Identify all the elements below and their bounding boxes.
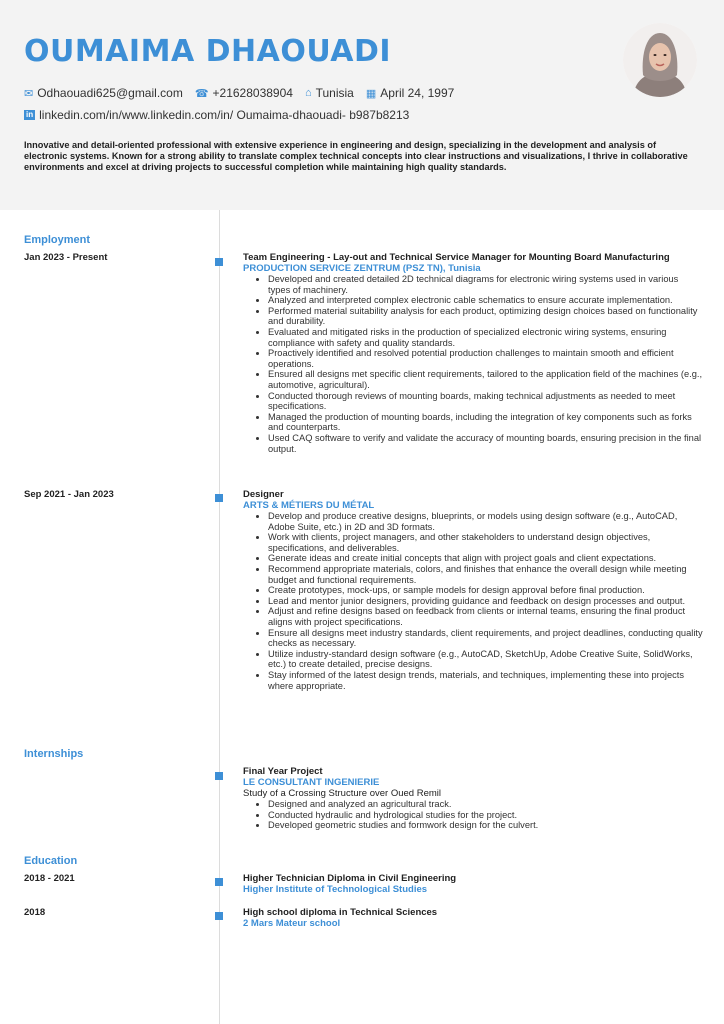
list-item: • Work with clients, project managers, and other stakeholders to understand design objectives, specifications, and deliverables. <box>268 532 703 553</box>
linkedin-link[interactable]: linkedin.com/in/www.linkedin.com/in/ Oumaima-dhaouadi- b987b8213 <box>39 108 410 122</box>
list-item: • Conducted thorough reviews of mounting boards, making technical adjustments as needed to meet specifications. <box>268 391 703 412</box>
list-item: • Conducted hydraulic and hydrological studies for the project. <box>268 810 703 821</box>
edu2-school: 2 Mars Mateur school <box>243 918 341 929</box>
phone: +21628038904 <box>212 86 293 100</box>
list-item: • Ensure all designs meet industry standards, client requirements, and project deadlines, conducting quality checks as necessary. <box>268 628 703 649</box>
edu1-date: 2018 - 2021 <box>24 873 75 884</box>
birthdate: April 24, 1997 <box>380 86 455 100</box>
internship-role: Final Year Project <box>243 766 323 777</box>
employment-heading: Employment <box>24 234 91 246</box>
list-item: • Proactively identified and resolved potential production challenges to maintain smooth and efficient operations. <box>268 348 703 369</box>
list-item: • Evaluated and mitigated risks in the production of specialized electronic wiring systems, ensuring compliance with safety and quality standards. <box>268 327 703 348</box>
list-item: • Designed and analyzed an agricultural track. <box>268 799 703 810</box>
internship-description: Study of a Crossing Structure over Oued Remil <box>243 788 442 799</box>
job2-bullets <box>243 511 703 691</box>
list-item: • Managed the production of mounting boards, including the integration of key components such as forks and counterparts. <box>268 412 703 433</box>
phone-icon: ☎ <box>194 87 209 100</box>
edu2-entry <box>243 907 703 929</box>
internship-bullets <box>243 799 703 831</box>
job1-role: Team Engineering - Lay-out and Technical Service Manager for Mounting Board Manufacturing <box>243 252 670 263</box>
edu1-marker <box>215 878 223 886</box>
list-item: • Develop and produce creative designs, blueprints, or models using design software (e.g., AutoCAD, Adobe Suite, etc.) in 2D and 3D formats. <box>268 511 703 532</box>
job1-org: PRODUCTION SERVICE ZENTRUM (PSZ TN), Tunisia <box>243 263 481 274</box>
job2-date: Sep 2021 - Jan 2023 <box>24 489 114 500</box>
profile-photo <box>623 23 697 97</box>
list-item: • Developed and created detailed 2D technical diagrams for electronic wiring systems used in various types of machinery. <box>268 274 703 295</box>
list-item: • Used CAQ software to verify and validate the accuracy of mounting boards, ensuring precision in the final output. <box>268 433 703 454</box>
profile-summary: Innovative and detail-oriented professional with extensive experience in engineering and design, specializing in the development and analysis of electronic systems. Known for a strong ability to translate complex technical concepts into clear instructions and visualizations, I thrive in collaborative environments and excel at driving projects to successful completion while maintaining high quality standards. <box>24 140 688 173</box>
edu1-degree: Higher Technician Diploma in Civil Engineering <box>243 873 457 884</box>
education-heading: Education <box>24 855 78 867</box>
job1-bullets <box>243 274 703 454</box>
contact-row <box>24 86 466 100</box>
linkedin-row[interactable] <box>24 108 409 122</box>
birthdate-item <box>366 86 454 100</box>
list-item: • Stay informed of the latest design trends, materials, and techniques, implementing these into projects where appropriate. <box>268 670 703 691</box>
location-item <box>305 86 354 100</box>
timeline-divider <box>219 210 220 1024</box>
list-item: • Performed material suitability analysis for each product, optimizing design choices based on functionality and durability. <box>268 306 703 327</box>
edu2-marker <box>215 912 223 920</box>
internship-entry <box>243 766 703 831</box>
mail-icon: ✉ <box>24 87 34 100</box>
internship-org: LE CONSULTANT INGENIERIE <box>243 777 380 788</box>
calendar-icon: ▦ <box>365 87 377 100</box>
location: Tunisia <box>315 86 354 100</box>
list-item: • Create prototypes, mock-ups, or sample models for design approval before final production. <box>268 585 703 596</box>
list-item: • Developed geometric studies and formwork design for the culvert. <box>268 820 703 831</box>
email-item[interactable] <box>24 86 183 100</box>
internship-marker <box>215 772 223 780</box>
job1-entry <box>243 252 703 454</box>
job2-role: Designer <box>243 489 284 500</box>
job2-org: ARTS & MÉTIERS DU MÉTAL <box>243 500 375 511</box>
list-item: • Lead and mentor junior designers, providing guidance and feedback on design processes and output. <box>268 596 703 607</box>
phone-item[interactable] <box>195 86 293 100</box>
list-item: • Generate ideas and create initial concepts that align with project goals and client expectations. <box>268 553 703 564</box>
job1-date: Jan 2023 - Present <box>24 252 108 263</box>
header-band <box>0 0 724 210</box>
home-icon: ⌂ <box>304 87 312 99</box>
edu1-school: Higher Institute of Technological Studies <box>243 884 428 895</box>
job2-entry <box>243 489 703 691</box>
job2-marker <box>215 494 223 502</box>
list-item: • Analyzed and interpreted complex electronic cable schematics to ensure accurate implementation. <box>268 295 703 306</box>
internships-heading: Internships <box>24 748 84 760</box>
job1-marker <box>215 258 223 266</box>
candidate-name: OUMAIMA DHAOUADI <box>24 34 392 69</box>
email: Odhaouadi625@gmail.com <box>37 86 183 100</box>
list-item: • Recommend appropriate materials, colors, and finishes that enhance the overall design while meeting budget and functional requirements. <box>268 564 703 585</box>
list-item: • Ensured all designs met specific client requirements, tailored to the application field of the machines (e.g., automotive, agricultural). <box>268 369 703 390</box>
linkedin-icon: in <box>26 110 34 119</box>
edu2-degree: High school diploma in Technical Sciences <box>243 907 438 918</box>
edu1-entry <box>243 873 703 895</box>
list-item: • Adjust and refine designs based on feedback from clients or internal teams, ensuring the final product aligns with project specifications. <box>268 606 703 627</box>
list-item: • Utilize industry-standard design software (e.g., AutoCAD, SketchUp, Adobe Creative Suite, SolidWorks, etc.) to create detailed, precise designs. <box>268 649 703 670</box>
edu2-date: 2018 <box>24 907 46 918</box>
